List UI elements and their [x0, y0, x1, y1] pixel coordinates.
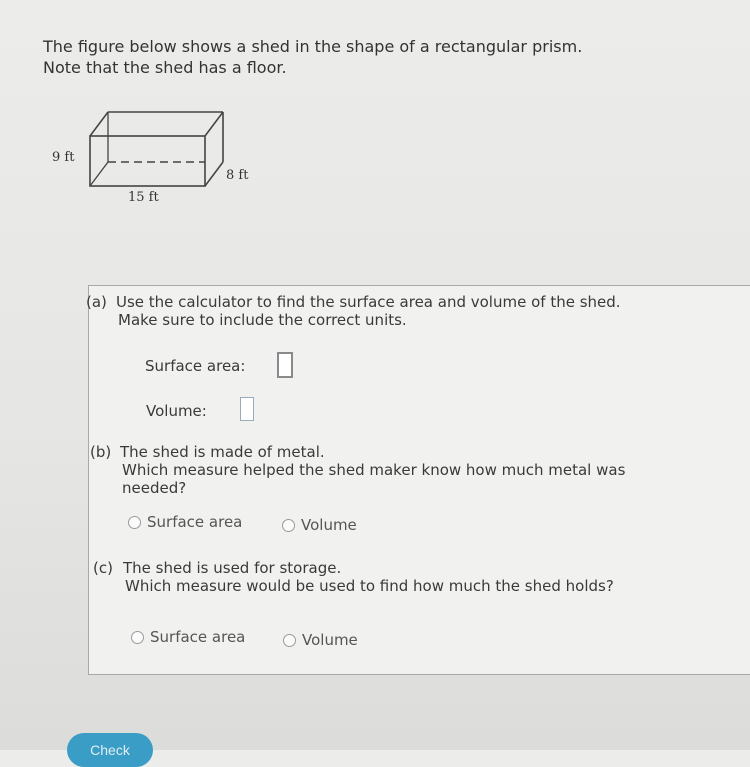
part-c-option-volume[interactable] [283, 631, 358, 649]
part-c-option-1-label: Surface area [150, 628, 246, 646]
part-b-prompt [90, 443, 710, 497]
prism-front-face [90, 136, 205, 186]
radio-button-icon[interactable] [131, 631, 144, 644]
intro-line-1: The figure below shows a shed in the shape of a rectangular prism. [43, 37, 583, 56]
depth-label: 8 ft [226, 168, 249, 183]
part-c-prompt [93, 559, 713, 595]
shed-figure [40, 100, 270, 220]
part-c-line-1: The shed is used for storage. [123, 559, 342, 577]
volume-input[interactable] [240, 397, 254, 421]
part-b-line-3: needed? [122, 479, 187, 497]
part-b-option-1-label: Surface area [147, 513, 243, 531]
problem-intro [43, 36, 683, 78]
check-button[interactable]: Check [67, 733, 153, 767]
part-a-prompt [86, 293, 726, 329]
radio-button-icon[interactable] [128, 516, 141, 529]
radio-button-icon[interactable] [283, 634, 296, 647]
part-c-line-2: Which measure would be used to find how much the shed holds? [125, 577, 614, 595]
part-a-letter: (a) [86, 293, 107, 311]
part-c-option-surface-area[interactable] [131, 628, 245, 646]
part-c-option-2-label: Volume [302, 631, 358, 649]
height-label: 9 ft [52, 150, 75, 165]
part-b-option-2-label: Volume [301, 516, 357, 534]
part-b-option-surface-area[interactable] [128, 513, 242, 531]
part-b-letter: (b) [90, 443, 112, 461]
part-c-letter: (c) [93, 559, 113, 577]
surface-area-input[interactable] [277, 352, 293, 378]
radio-button-icon[interactable] [282, 519, 295, 532]
part-b-line-1: The shed is made of metal. [120, 443, 325, 461]
intro-line-2: Note that the shed has a floor. [43, 58, 287, 77]
part-b-line-2: Which measure helped the shed maker know how much metal was [122, 461, 626, 479]
part-a-line-1: Use the calculator to find the surface area and volume of the shed. [116, 293, 621, 311]
surface-area-label: Surface area: [145, 357, 246, 375]
part-a-line-2: Make sure to include the correct units. [118, 311, 407, 329]
part-b-option-volume[interactable] [282, 516, 357, 534]
volume-label: Volume: [146, 402, 207, 420]
length-label: 15 ft [128, 190, 159, 205]
